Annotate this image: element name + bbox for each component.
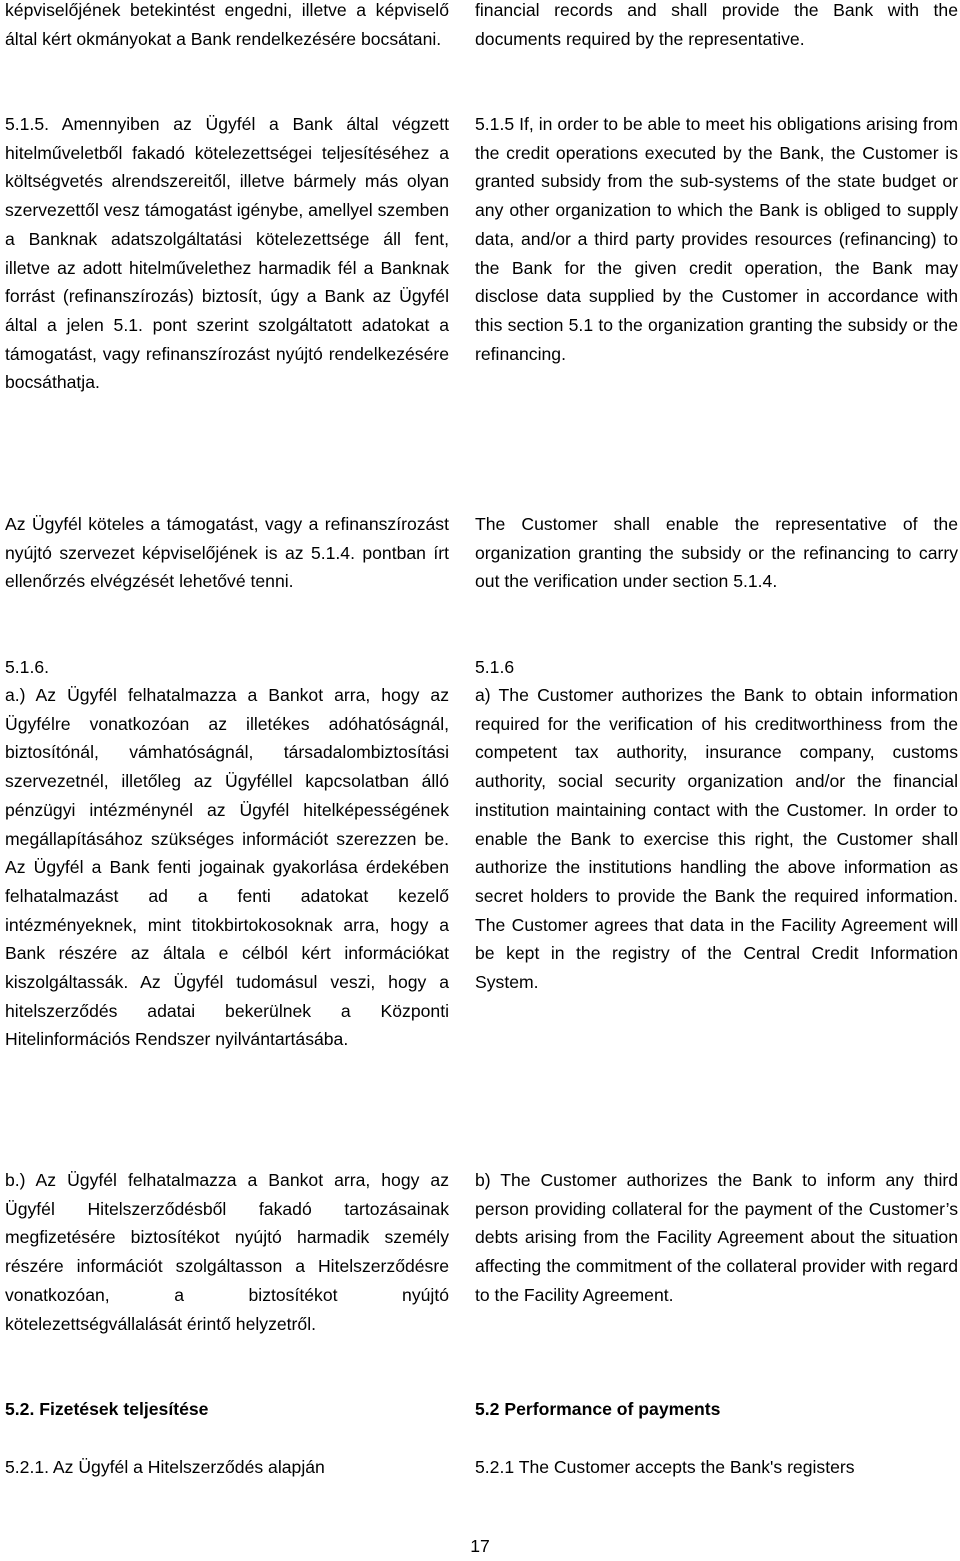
paragraph-521-hu: 5.2.1. Az Ügyfél a Hitelszerződés alapján — [5, 1457, 325, 1477]
heading-52-en: 5.2 Performance of payments — [475, 1399, 721, 1419]
paragraph-521-en: 5.2.1 The Customer accepts the Bank's registers — [475, 1457, 855, 1477]
paragraph-516a-hu: a.) Az Ügyfél felhatalmazza a Bankot arra, hogy az Ügyfélre vonatkozóan az illetékes adóhatóságnál, biztosítónál, vámhatóságnál, társadalombiztosítási szervezetnél, illetőleg az Ügyféllel kapcsolatban álló pénzügyi intézménynél az Ügyfél hitelképességének megállapításához szükséges információt szerezzen be. Az Ügyfél a Bank fenti jogainak gyakorlása érdekében felhatalmazást ad a fenti adatokat kezelő intézményeknek, mint titokbirtokosoknak arra, hogy a Bank részére az általa e célból kért információkat kiszolgáltassák. Az Ügyfél tudomásul veszi, hogy a hitelszerződés adatai bekerülnek a Központi Hitelinformációs Rendszer nyilvántartásába. — [5, 685, 449, 1050]
paragraph-516a-en: a) The Customer authorizes the Bank to obtain information required for the verification of his creditworthiness from the competent tax authority, insurance company, customs authority, social security organization and/or the financial institution maintaining contact with the Customer. In order to enable the Bank to exercise this right, the Customer shall authorize the institutions handling the above information as secret holders to provide the Bank the required information. The Customer agrees that data in the Facility Agreement will be kept in the registry of the Central Credit Information System. — [475, 685, 958, 993]
paragraph-intro-en: financial records and shall provide the Bank with the documents required by the representative. — [475, 0, 958, 49]
section-number-516-en: 5.1.6 — [475, 657, 515, 677]
paragraph-515-en: 5.1.5 If, in order to be able to meet his obligations arising from the credit operations executed by the Bank, the Customer is granted subsidy from the sub-systems of the state budget or any other organization to which the Bank is obliged to supply data, and/or a third party provides resources (refinancing) to the Bank for the given credit operation, the Bank may disclose data supplied by the Customer in accordance with this section 5.1 to the organization granting the subsidy or the refinancing. — [475, 114, 958, 364]
heading-52-hu: 5.2. Fizetések teljesítése — [5, 1399, 209, 1419]
paragraph-verification-en: The Customer shall enable the representative of the organization granting the subsidy or the refinancing to carry out the verification under section 5.1.4. — [475, 514, 958, 592]
paragraph-515-hu: 5.1.5. Amennyiben az Ügyfél a Bank által végzett hitelműveletből fakadó kötelezettségei teljesítéséhez a költségvetés alrendszereitől, illetve bármely más olyan szervezettől vesz támogatást igénybe, amellyel szemben a Banknak adatszolgáltatási kötelezettsége áll fent, illetve az adott hitelművelethez harmadik fél a Banknak forrást (refinanszírozás) biztosít, úgy a Bank az Ügyfél által a jelen 5.1. pont szerint szolgáltatott adatokat a támogatást, vagy refinanszírozást nyújtó rendelkezésére bocsáthatja. — [5, 114, 449, 393]
paragraph-516b-hu: b.) Az Ügyfél felhatalmazza a Bankot arra, hogy az Ügyfél Hitelszerződésből fakadó tartozásainak megfizetésére biztosítékot nyújtó harmadik személy részére információt szolgáltasson a Hitelszerződésre vonatkozóan, a biztosítékot nyújtó kötelezettségvállalását érintő helyzetről. — [5, 1170, 449, 1334]
paragraph-verification-hu: Az Ügyfél köteles a támogatást, vagy a refinanszírozást nyújtó szervezet képviselőjének is az 5.1.4. pontban írt ellenőrzés elvégzését lehetővé tenni. — [5, 514, 449, 592]
page-number: 17 — [470, 1536, 490, 1556]
section-number-516-hu: 5.1.6. — [5, 657, 50, 677]
paragraph-516b-en: b) The Customer authorizes the Bank to inform any third person providing collateral for the payment of the Customer’s debts arising from the Facility Agreement about the situation affecting the commitment of the collateral provider with regard to the Facility Agreement. — [475, 1170, 958, 1305]
paragraph-intro-hu: képviselőjének betekintést engedni, illetve a képviselő által kért okmányokat a Bank rendelkezésére bocsátani. — [5, 0, 449, 49]
